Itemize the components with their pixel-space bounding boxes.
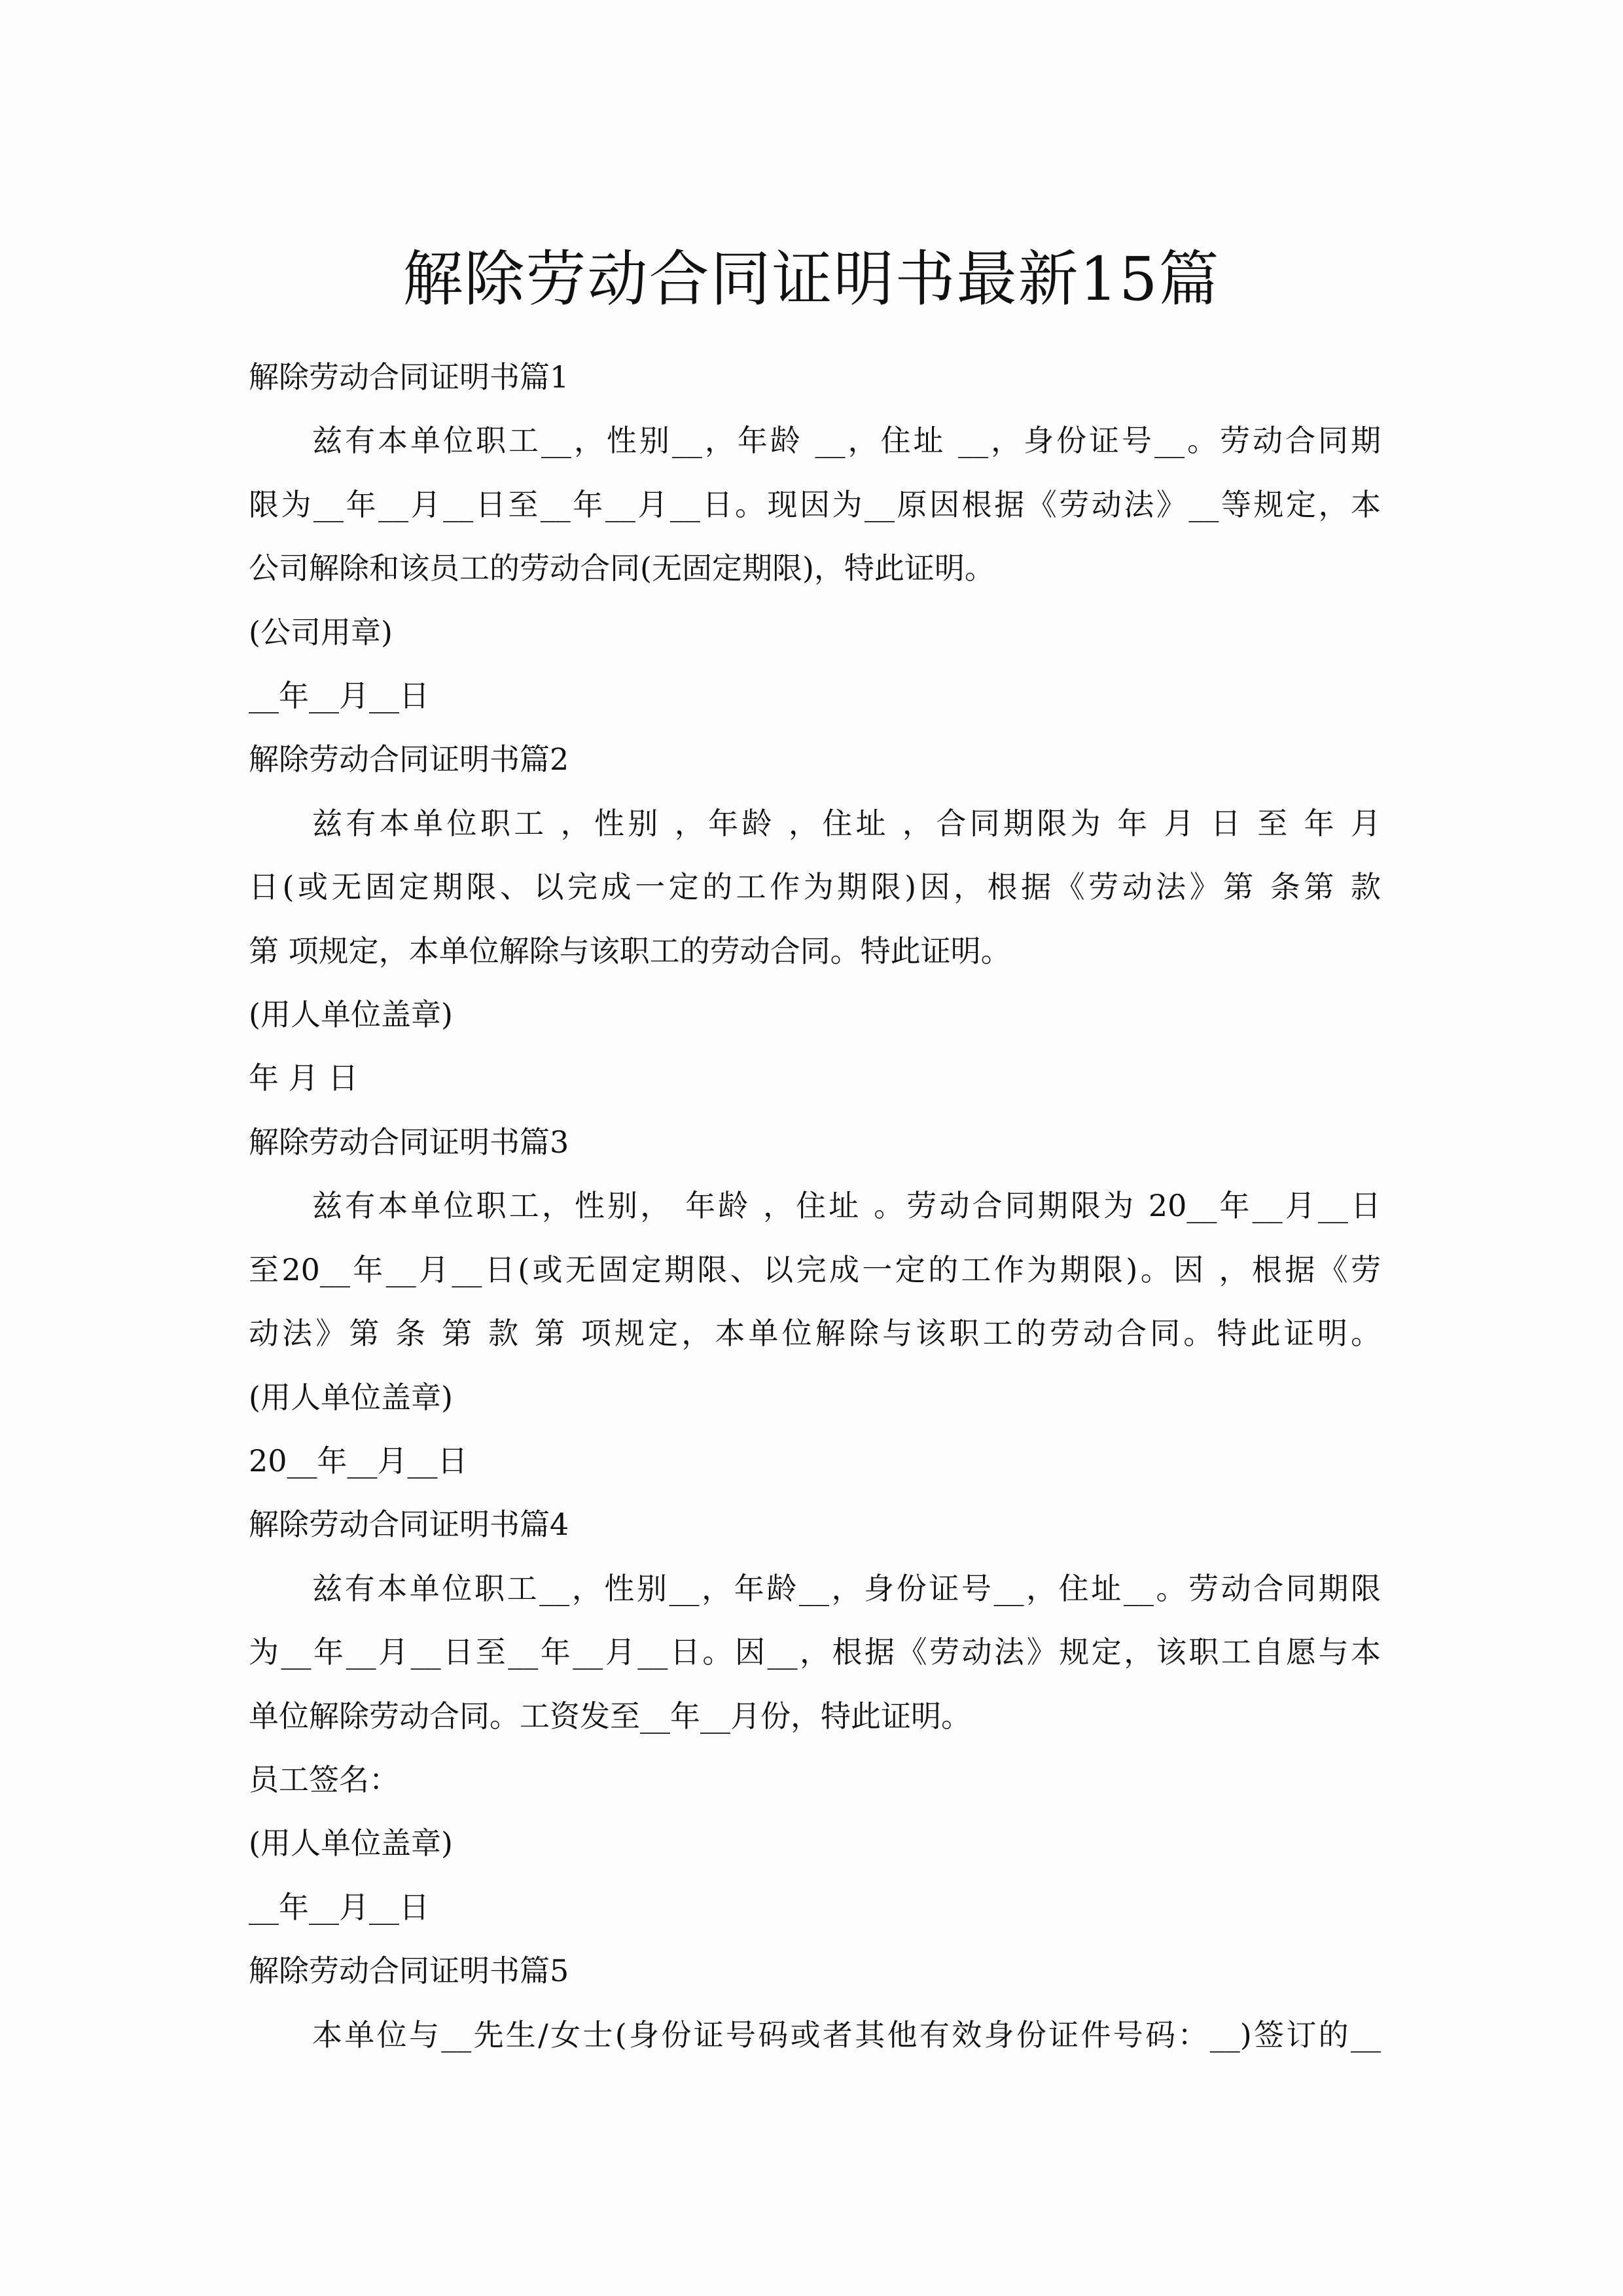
body-line: 公司解除和该员工的劳动合同(无固定期限)，特此证明。 [249, 550, 995, 586]
section-heading-2: 解除劳动合同证明书篇2 [249, 742, 569, 778]
date-line: 20__年__月__日 [249, 1443, 468, 1479]
section-body-4 [249, 1557, 1381, 1748]
section-heading-5: 解除劳动合同证明书篇5 [249, 1953, 569, 1989]
date-line: 年 月 日 [249, 1060, 359, 1096]
body-line: 兹有本单位职工，性别， 年龄 ，住址 。劳动合同期限为 20__年__月__日 [312, 1188, 1381, 1224]
employer-stamp-label: (用人单位盖章) [249, 997, 453, 1033]
section-heading-4: 解除劳动合同证明书篇4 [249, 1507, 569, 1543]
body-line: 兹有本单位职工__，性别__，年龄 __，住址 __，身份证号__。劳动合同期 [312, 423, 1381, 459]
body-line: 第 项规定，本单位解除与该职工的劳动合同。特此证明。 [249, 933, 1011, 969]
section-body-3 [249, 1174, 1381, 1365]
date-line: __年__月__日 [249, 1889, 429, 1925]
body-line: 至20__年__月__日(或无固定期限、以完成一定的工作为期限)。因 ，根据《劳 [249, 1251, 1381, 1287]
body-line: 动法》第 条 第 款 第 项规定，本单位解除与该职工的劳动合同。特此证明。 [249, 1316, 1381, 1352]
employer-stamp-label: (用人单位盖章) [249, 1379, 453, 1415]
body-line: 兹有本单位职工 ，性别 ，年龄 ，住址 ，合同期限为 年 月 日 至 年 月 [312, 805, 1381, 841]
section-body-1 [249, 409, 1381, 600]
date-line: __年__月__日 [249, 678, 429, 714]
section-body-2 [249, 792, 1381, 983]
body-line: 日(或无固定期限、以完成一定的工作为期限)因，根据《劳动法》第 条第 款 [249, 869, 1381, 905]
section-heading-1: 解除劳动合同证明书篇1 [249, 359, 569, 395]
body-line: 兹有本单位职工__，性别__，年龄__，身份证号__，住址__。劳动合同期限 [312, 1570, 1381, 1606]
section-heading-3: 解除劳动合同证明书篇3 [249, 1124, 569, 1160]
body-line: 本单位与__先生/女士(身份证号码或者其他有效身份证件号码：__)签订的__ [312, 2017, 1382, 2053]
body-line: 为__年__月__日至__年__月__日。因__，根据《劳动法》规定，该职工自愿与本 [249, 1634, 1381, 1670]
section-body-5 [249, 2003, 1381, 2067]
document-title: 解除劳动合同证明书最新15篇 [402, 243, 1221, 314]
document-body [249, 346, 1381, 2067]
company-stamp-label: (公司用章) [249, 614, 393, 650]
employer-stamp-label: (用人单位盖章) [249, 1825, 453, 1861]
employee-signature-label: 员工签名： [249, 1761, 399, 1797]
body-line: 限为__年__月__日至__年__月__日。现因为__原因根据《劳动法》__等规定，本 [249, 486, 1382, 522]
body-line: 单位解除劳动合同。工资发至__年__月份，特此证明。 [249, 1698, 971, 1734]
